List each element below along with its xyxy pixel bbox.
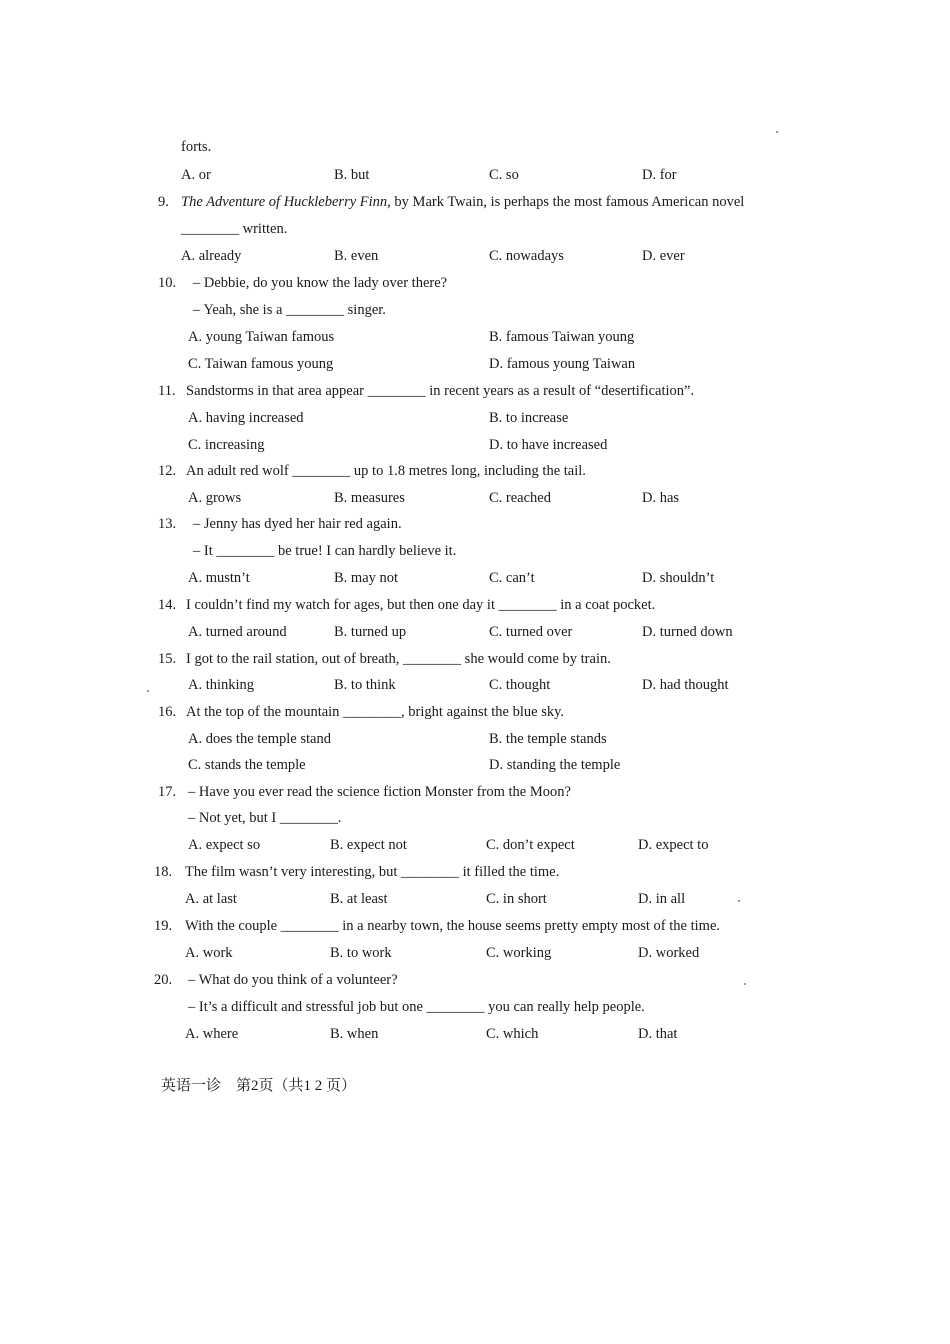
question-number: 14. [158, 597, 177, 613]
question-12-text: An adult red wolf ________ up to 1.8 metres long, including the tail. [186, 463, 586, 479]
q18-option-b: B. at least [330, 891, 388, 907]
q12-option-d: D. has [642, 490, 680, 506]
q13-option-a: A. mustn’t [188, 570, 250, 586]
q18-option-c: C. in short [486, 891, 547, 907]
q14-option-a: A. turned around [188, 624, 287, 640]
question-number: 17. [158, 784, 177, 800]
q19-option-d: D. worked [638, 945, 700, 961]
question-number: 19. [154, 918, 173, 934]
q14-option-d: D. turned down [642, 624, 733, 640]
question-number: 11. [158, 383, 176, 399]
question-number: 9. [158, 194, 169, 210]
q13-option-d: D. shouldn’t [642, 570, 715, 586]
page-footer: 英语一诊 第2页（共1 2 页） [161, 1078, 357, 1094]
q13-option-b: B. may not [334, 570, 399, 586]
q15-option-c: C. thought [489, 677, 551, 693]
scan-speck [776, 131, 778, 133]
q19-option-c: C. working [486, 945, 552, 961]
question-11-text: Sandstorms in that area appear ________ in recent years as a result of “desertification”. [186, 383, 695, 399]
question-17-line-2: – Not yet, but I ________. [188, 810, 342, 826]
q8-option-c: C. so [489, 167, 519, 183]
q13-option-c: C. can’t [489, 570, 535, 586]
q9-option-c: C. nowadays [489, 248, 564, 264]
question-9-line-2: ________ written. [181, 221, 288, 237]
q11-option-a: A. having increased [188, 410, 304, 426]
question-number: 18. [154, 864, 173, 880]
q16-option-c: C. stands the temple [188, 757, 306, 773]
q8-option-d: D. for [642, 167, 677, 183]
q10-option-a: A. young Taiwan famous [188, 329, 335, 345]
question-14-text: I couldn’t find my watch for ages, but then one day it ________ in a coat pocket. [186, 597, 656, 613]
question-8-continuation: forts. [181, 139, 212, 155]
q20-option-b: B. when [330, 1026, 379, 1042]
q17-option-c: C. don’t expect [486, 837, 575, 853]
question-17-line-1: – Have you ever read the science fiction Monster from the Moon? [188, 784, 571, 800]
q8-option-b: B. but [334, 167, 370, 183]
question-20-line-1: – What do you think of a volunteer? [188, 972, 398, 988]
question-18-text: The film wasn’t very interesting, but ________ it filled the time. [185, 864, 560, 880]
q11-option-b: B. to increase [489, 410, 569, 426]
scan-speck [738, 900, 740, 902]
question-20-line-2: – It’s a difficult and stressful job but one ________ you can really help people. [188, 999, 645, 1015]
q17-option-d: D. expect to [638, 837, 709, 853]
q19-option-b: B. to work [330, 945, 392, 961]
question-19-text: With the couple ________ in a nearby town, the house seems pretty empty most of the time. [185, 918, 720, 934]
q20-option-a: A. where [185, 1026, 239, 1042]
question-number: 12. [158, 463, 177, 479]
question-number: 16. [158, 704, 177, 720]
q18-option-a: A. at last [185, 891, 237, 907]
q11-option-c: C. increasing [188, 437, 265, 453]
scan-speck [744, 983, 746, 985]
book-title: The Adventure of Huckleberry Finn [181, 194, 388, 210]
scan-speck [147, 690, 149, 692]
q12-option-c: C. reached [489, 490, 551, 506]
question-number: 20. [154, 972, 173, 988]
q16-option-d: D. standing the temple [489, 757, 621, 773]
q19-option-a: A. work [185, 945, 233, 961]
q20-option-c: C. which [486, 1026, 539, 1042]
question-number: 10. [158, 275, 177, 291]
q9-option-b: B. even [334, 248, 379, 264]
q14-option-b: B. turned up [334, 624, 407, 640]
question-10-line-1: – Debbie, do you know the lady over there? [193, 275, 448, 291]
q12-option-a: A. grows [188, 490, 242, 506]
q16-option-a: A. does the temple stand [188, 731, 331, 747]
q20-option-d: D. that [638, 1026, 678, 1042]
q10-option-d: D. famous young Taiwan [489, 356, 636, 372]
q17-option-a: A. expect so [188, 837, 261, 853]
q17-option-b: B. expect not [330, 837, 407, 853]
q10-option-b: B. famous Taiwan young [489, 329, 635, 345]
question-number: 13. [158, 516, 177, 532]
question-9-text [181, 193, 744, 211]
q11-option-d: D. to have increased [489, 437, 608, 453]
question-number: 15. [158, 651, 177, 667]
question-13-line-2: – It ________ be true! I can hardly believe it. [193, 543, 457, 559]
question-9-text-rest: , by Mark Twain, is perhaps the most famous American novel [387, 194, 745, 210]
question-10-line-2: – Yeah, she is a ________ singer. [193, 302, 386, 318]
q12-option-b: B. measures [334, 490, 405, 506]
q16-option-b: B. the temple stands [489, 731, 607, 747]
q18-option-d: D. in all [638, 891, 686, 907]
q15-option-b: B. to think [334, 677, 396, 693]
q15-option-d: D. had thought [642, 677, 729, 693]
q15-option-a: A. thinking [188, 677, 255, 693]
q9-option-d: D. ever [642, 248, 685, 264]
q8-option-a: A. or [181, 167, 211, 183]
question-13-line-1: – Jenny has dyed her hair red again. [193, 516, 402, 532]
q9-option-a: A. already [181, 248, 242, 264]
question-16-text: At the top of the mountain ________, bright against the blue sky. [186, 704, 565, 720]
q10-option-c: C. Taiwan famous young [188, 356, 334, 372]
q14-option-c: C. turned over [489, 624, 573, 640]
question-15-text: I got to the rail station, out of breath, ________ she would come by train. [186, 651, 611, 667]
